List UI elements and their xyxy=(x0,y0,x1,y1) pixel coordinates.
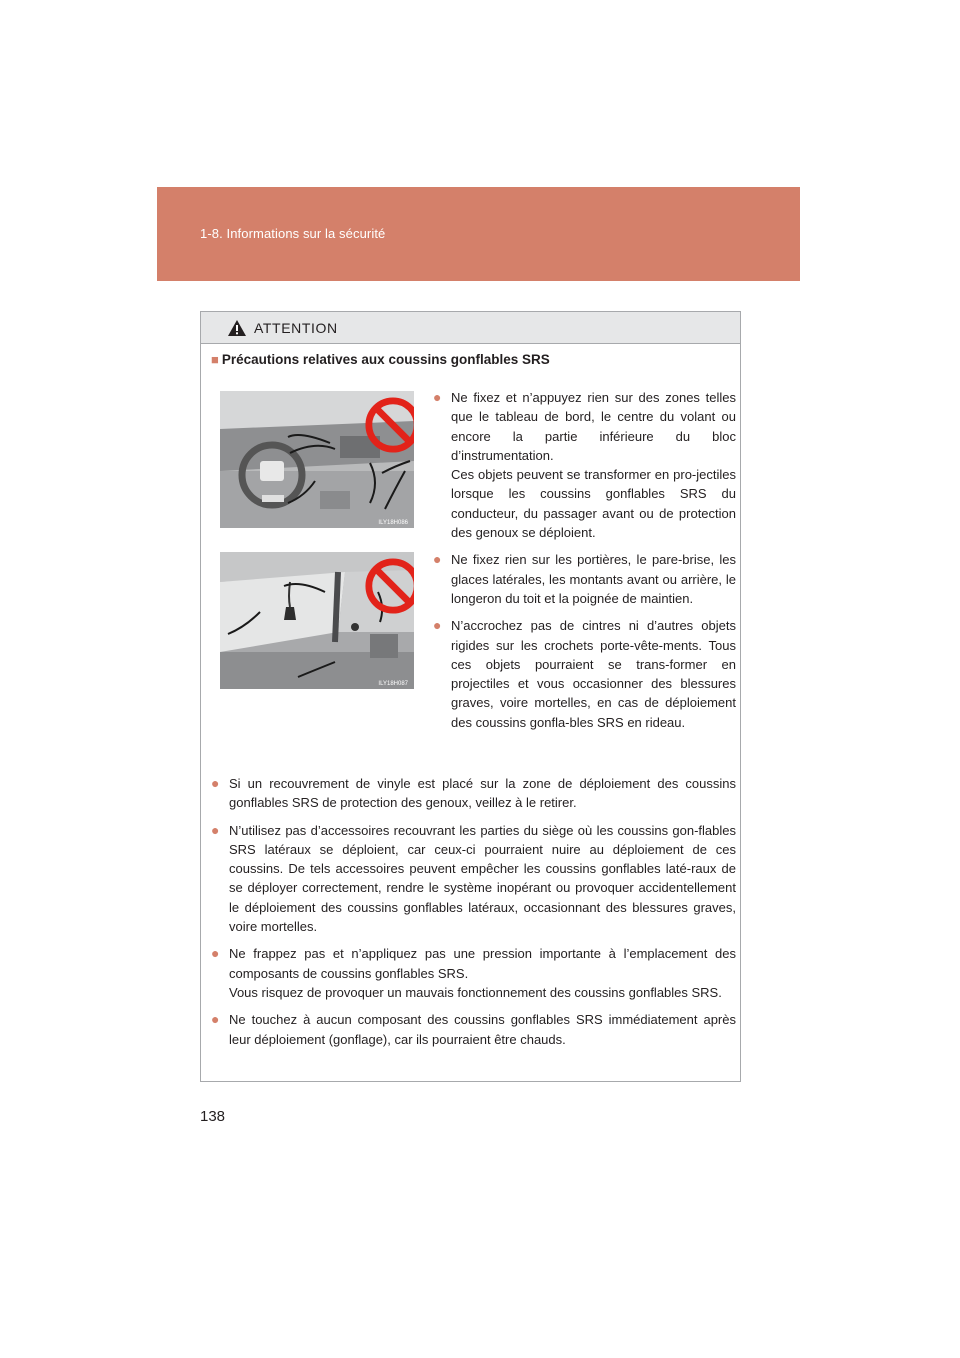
list-item: ● N’utilisez pas d’accessoires recouvrant les parties du siège où les coussins gon-flables SRS latéraux se déploient, car ceux-ci pourraient nuire au déploiement de ces coussins. De tels accessoires peuvent empêcher les coussins gonflables laté-raux de se déployer correctement, rendre le système inopérant ou provoquer accidentellement le déploiement des coussins gonflables latéraux, occasionnant des blessures graves, voire mortelles. xyxy=(211,821,736,935)
image-code: ILY18H086 xyxy=(378,520,408,526)
image-code: ILY18H087 xyxy=(378,681,408,687)
dashboard-photo xyxy=(220,391,414,528)
prohibition-icon xyxy=(364,557,414,615)
interior-photo xyxy=(220,552,414,689)
page-number: 138 xyxy=(200,1108,226,1125)
list-item: ● Ne fixez rien sur les portières, le pare-brise, les glaces latérales, les montants avant ou arrière, le longeron du toit et la poignée de maintien. xyxy=(433,551,736,606)
warning-triangle-icon xyxy=(227,319,247,337)
square-bullet-icon: ■ xyxy=(211,352,219,367)
bullet-dot-icon: ● xyxy=(211,945,220,962)
caution-box xyxy=(200,311,741,1082)
bullet-dot-icon: ● xyxy=(433,389,442,405)
list-item: ● Si un recouvrement de vinyle est placé sur la zone de déploiement des coussins gonflables SRS de protection des genoux, veillez à le retirer. xyxy=(211,775,736,811)
list-item: ● Ne fixez et n’appuyez rien sur des zones telles que le tableau de bord, le centre du volant ou encore la partie inférieure du bloc d’instrumentation. Ces objets peuvent se transformer en pro-jectiles lorsque les coussins gonflables SRS du conducteur, du passager avant ou de protection des genoux se déploient. xyxy=(433,389,736,541)
bullet-dot-icon: ● xyxy=(211,775,220,791)
bullet-dot-icon: ● xyxy=(211,1011,220,1028)
list-item: ● Ne frappez pas et n’appliquez pas une pression importante à l’emplacement des composants de coussins gonflables SRS. Vous risquez de provoquer un mauvais fonctionnement des coussins gonflables SRS. xyxy=(211,945,736,1000)
bullet-dot-icon: ● xyxy=(433,617,442,634)
list-item: ● Ne touchez à aucun composant des coussins gonflables SRS immédiatement après leur déploiement (gonflage), car ils pourraient être chauds. xyxy=(211,1011,736,1047)
right-bullet-list xyxy=(433,388,736,740)
list-item: ● N’accrochez pas de cintres ni d’autres objets rigides sur les crochets porte-vête-ments. Tous ces objets pourraient se trans-former en projectiles et vous occasionner des blessures graves, voire mortelles, en cas de déploiement des coussins gonfla-bles SRS en rideau. xyxy=(433,617,736,730)
subheading xyxy=(211,352,550,367)
full-bullet-list xyxy=(211,774,736,1057)
bullet-dot-icon: ● xyxy=(211,821,220,838)
caution-label: ATTENTION xyxy=(254,319,338,336)
caution-header xyxy=(201,312,740,344)
bullet-dot-icon: ● xyxy=(433,551,442,568)
subheading-text: Précautions relatives aux coussins gonflables SRS xyxy=(221,352,550,367)
prohibition-icon xyxy=(364,396,414,454)
section-title: 1-8. Informations sur la sécurité xyxy=(200,226,386,241)
